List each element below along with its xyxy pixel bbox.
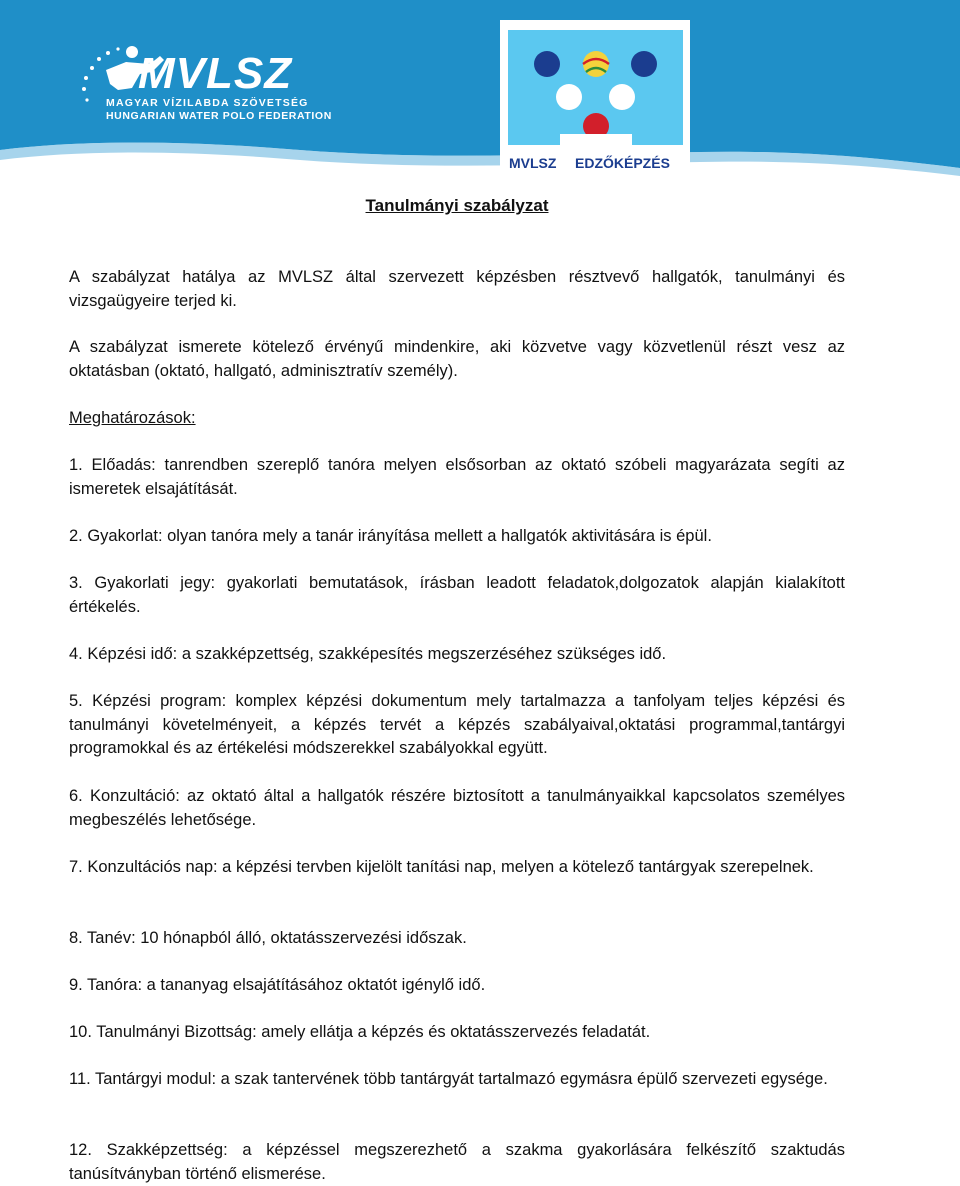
definition-item: 10. Tanulmányi Bizottság: amely ellátja a képzés és oktatásszervezés feladatát. [69, 1023, 651, 1041]
federation-name-hu: MAGYAR VÍZILABDA SZÖVETSÉG [106, 97, 309, 109]
definition-item: 12. Szakképzettség: a képzéssel megszerezhető a szakma gyakorlására felkészítő szaktudás tanúsítványban történő elismerése. [69, 1141, 845, 1183]
document-title: Tanulmányi szabályzat [365, 196, 549, 215]
definition-item: 1. Előadás: tanrendben szereplő tanóra melyen elsősorban az oktató szóbeli magyarázata segíti az ismeretek elsajátítását. [69, 456, 845, 498]
definition-item: 7. Konzultációs nap: a képzési tervben kijelölt tanítási nap, melyen a kötelező tantárgyak szerepelnek. [69, 858, 814, 876]
mvlsz-wordmark: MVLSZ [138, 49, 293, 98]
badge-caption-edzokepzes: EDZŐKÉPZÉS [575, 155, 670, 171]
definition-item: 3. Gyakorlati jegy: gyakorlati bemutatások, írásban leadott feladatok,dolgozatok alapján kialakított értékelés. [69, 574, 845, 616]
definitions-heading: Meghatározások: [69, 409, 196, 427]
navy-ball-icon [631, 51, 657, 77]
definition-item: 8. Tanév: 10 hónapból álló, oktatásszervezési időszak. [69, 929, 467, 947]
definition-item: 2. Gyakorlat: olyan tanóra mely a tanár irányítása mellett a hallgatók aktivitására is épül. [69, 527, 712, 545]
header-graphic [0, 0, 960, 180]
badge-goal-bar [560, 134, 632, 145]
intro-paragraph-1: A szabályzat hatálya az MVLSZ által szervezett képzésben résztvevő hallgatók, tanulmányi és vizsgaügyeire terjed ki. [69, 268, 845, 310]
page-header [0, 0, 960, 180]
badge-caption-mvlsz: MVLSZ [509, 155, 557, 171]
navy-ball-icon [534, 51, 560, 77]
definition-item: 6. Konzultáció: az oktató által a hallgatók részére biztosított a tanulmányaikkal kapcsolatos személyes megbeszélés lehetősége. [69, 787, 845, 829]
definition-item: 4. Képzési idő: a szakképzettség, szakképesítés megszerzéséhez szükséges idő. [69, 645, 667, 663]
federation-name-en: HUNGARIAN WATER POLO FEDERATION [106, 110, 332, 122]
definition-item: 9. Tanóra: a tananyag elsajátításához oktatót igénylő idő. [69, 976, 486, 994]
white-ball-icon [556, 84, 582, 110]
definition-item: 5. Képzési program: komplex képzési dokumentum mely tartalmazza a tanfolyam teljes képzési és tanulmányi követelményeit, a képzés tervét a képzés szabályaival,oktatási programmal,tantárgyi programokkal és az értékelési módszerekkel szabályokkal együtt. [69, 692, 845, 757]
edzokepzes-badge [500, 20, 690, 178]
white-ball-icon [609, 84, 635, 110]
definition-item: 11. Tantárgyi modul: a szak tantervének több tantárgyát tartalmazó egymásra épülő szervezeti egysége. [69, 1070, 828, 1088]
intro-paragraph-2: A szabályzat ismerete kötelező érvényű mindenkire, aki közvetve vagy közvetlenül részt vesz az oktatásban (oktató, hallgató, adminisztratív személy). [69, 338, 845, 380]
water-polo-ball-icon [583, 51, 609, 77]
